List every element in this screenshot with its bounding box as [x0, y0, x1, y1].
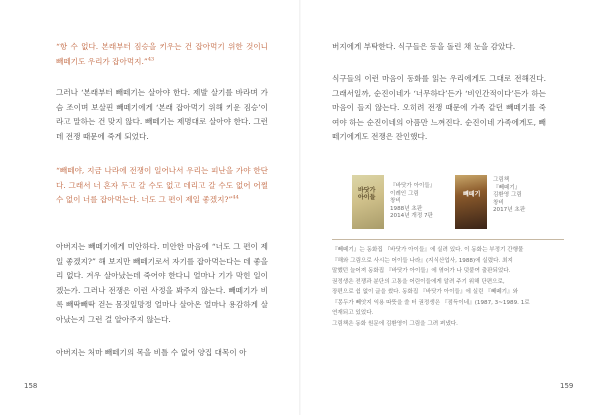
book-gutter [299, 0, 301, 415]
footnote-ref: 44 [232, 194, 239, 201]
quote-text: “빼떼야, 지금 나라에 전쟁이 일어나서 우리는 피난을 가야 한단다. 그래서 너 혼자 두고 갈 수도 없고 데리고 갈 수도 없어 어쩔 수 없이 너를 잡아먹는다. 너도 그 편이 제일 좋겠지?” [56, 166, 268, 205]
note-line: 연재되고 있었다. [332, 310, 374, 316]
book-cover-image [352, 175, 384, 229]
book-label: 그림책 [493, 177, 510, 183]
left-page [0, 0, 296, 415]
book-edition: 1988년 초판 [390, 205, 423, 212]
cover-title: 바닷가 아이들 [358, 187, 376, 201]
note-line: 그림책은 동화 원문에 김환영이 그림을 그려 펴냈다. [332, 320, 458, 327]
page-number: 158 [24, 382, 38, 390]
book-revision: 2014년 개정 7판 [390, 213, 433, 220]
book-meta [493, 177, 525, 215]
body-paragraph-3: 아버지는 처마 빼떼기의 목을 비틀 수 없어 양집 대목이 아 [56, 348, 247, 357]
book-publisher: 창비 [390, 198, 401, 205]
book-title: 『바닷가 아이들』 [390, 183, 436, 189]
note-line: 『몽두가 빼앗지 익용 따뜻을 쓸 터 권정생은 『점득이네』(1987, 3~1989. 1로 [332, 299, 530, 306]
book-meta [390, 183, 435, 221]
note-line: 『빼떼기』는 동화집 『바닷가 아이들』에 실려 있다. 이 동화는 부정기 간행물 [332, 247, 524, 253]
footnote-ref: 43 [147, 56, 155, 63]
note-line: 장편으로 쉼 없이 글을 썼다. 동화집 『바닷가 아이들』에 실린 『빼떼기』와 [332, 289, 519, 295]
book-title: 『빼떼기』 [493, 184, 521, 191]
page-number: 159 [560, 382, 574, 390]
quote-paragraph-2 [56, 164, 268, 208]
note-divider [332, 239, 564, 240]
body-paragraph-2: 식구들의 이런 마음이 동화를 읽는 우리에게도 그대로 전해진다. 그래서일까, 순진이네가 ‘너무하다’든가 ‘비인간적이다’든가 하는 마음이 들지 않는다. 오히려 전쟁 때문에 가족 같던 빼떼기를 죽여야 하는 순진이네의 아픔만 느껴진다. 순진이네 가족에게도, 빼떼기에게도 전쟁은 잔인했다. [332, 74, 546, 142]
book-illustrator: 김환영 그림 [493, 192, 522, 199]
book-publisher: 창비 [493, 199, 504, 206]
quote-text: “항 수 없다. 본래부터 짐승을 키우는 건 잡아먹기 위한 것이니 빼떼기도 우리가 잡아먹지.” [56, 42, 268, 66]
cover-title: 빼떼기 [463, 191, 481, 198]
book-cover-image [455, 175, 487, 229]
note-line: 권정생은 전쟁과 분단의 고통을 어린이들에게 알려 주기 위해 단편으로, [332, 278, 505, 285]
book-edition: 2017년 초판 [493, 207, 526, 214]
sidebar-note [332, 245, 568, 329]
body-paragraph-1: 버지에게 부탁한다. 식구들은 등을 돌린 채 눈을 감았다. [332, 42, 516, 51]
body-paragraph-2: 아버지는 빼떼기에게 미안하다. 미안한 마음에 “너도 그 편이 제일 좋겠지?” 해 보지만 빼떼기로서 자기를 잡아먹는다는 데 좋을 리 없다. 겨우 살아났는데 죽어야 한다니 얼마나 기가 막힌 일이겠는가. 그러나 전쟁은 이런 사정을 봐주지 않는다. 빼떼기가 비록 빼딱빼딱 걷는 몸짓일망정 얼마나 살아온 얼마나 용감하게 살아났는지 그런 걸 알아주지 않는다. [56, 242, 268, 324]
body-paragraph-1: 그러나 ‘본래부터 빼떼기는 살아야 한다. 제발 살기를 바라며 가슴 조이며 보살핀 빼떼기에게 ‘본래 잡아먹기 위해 키운 짐승’이라고 말하는 건 맞지 않다. 빼떼기는 제명대로 살아야 한다. 그런데 전쟁 때문에 죽게 되었다. [56, 88, 268, 141]
book-illustrator: 이례인 그림 [390, 190, 419, 197]
quote-paragraph-1 [56, 40, 268, 69]
note-line: 말했던 늘어져 동화집 『바닷가 아이들』에 엮어가 나 덧붙여 출판되었다. [332, 268, 511, 274]
right-page [304, 0, 600, 415]
note-line: 『해와 그림으로 사시는 어이들 나라』(지식산업사, 1988)에 실렸다. 최지 [332, 257, 513, 264]
